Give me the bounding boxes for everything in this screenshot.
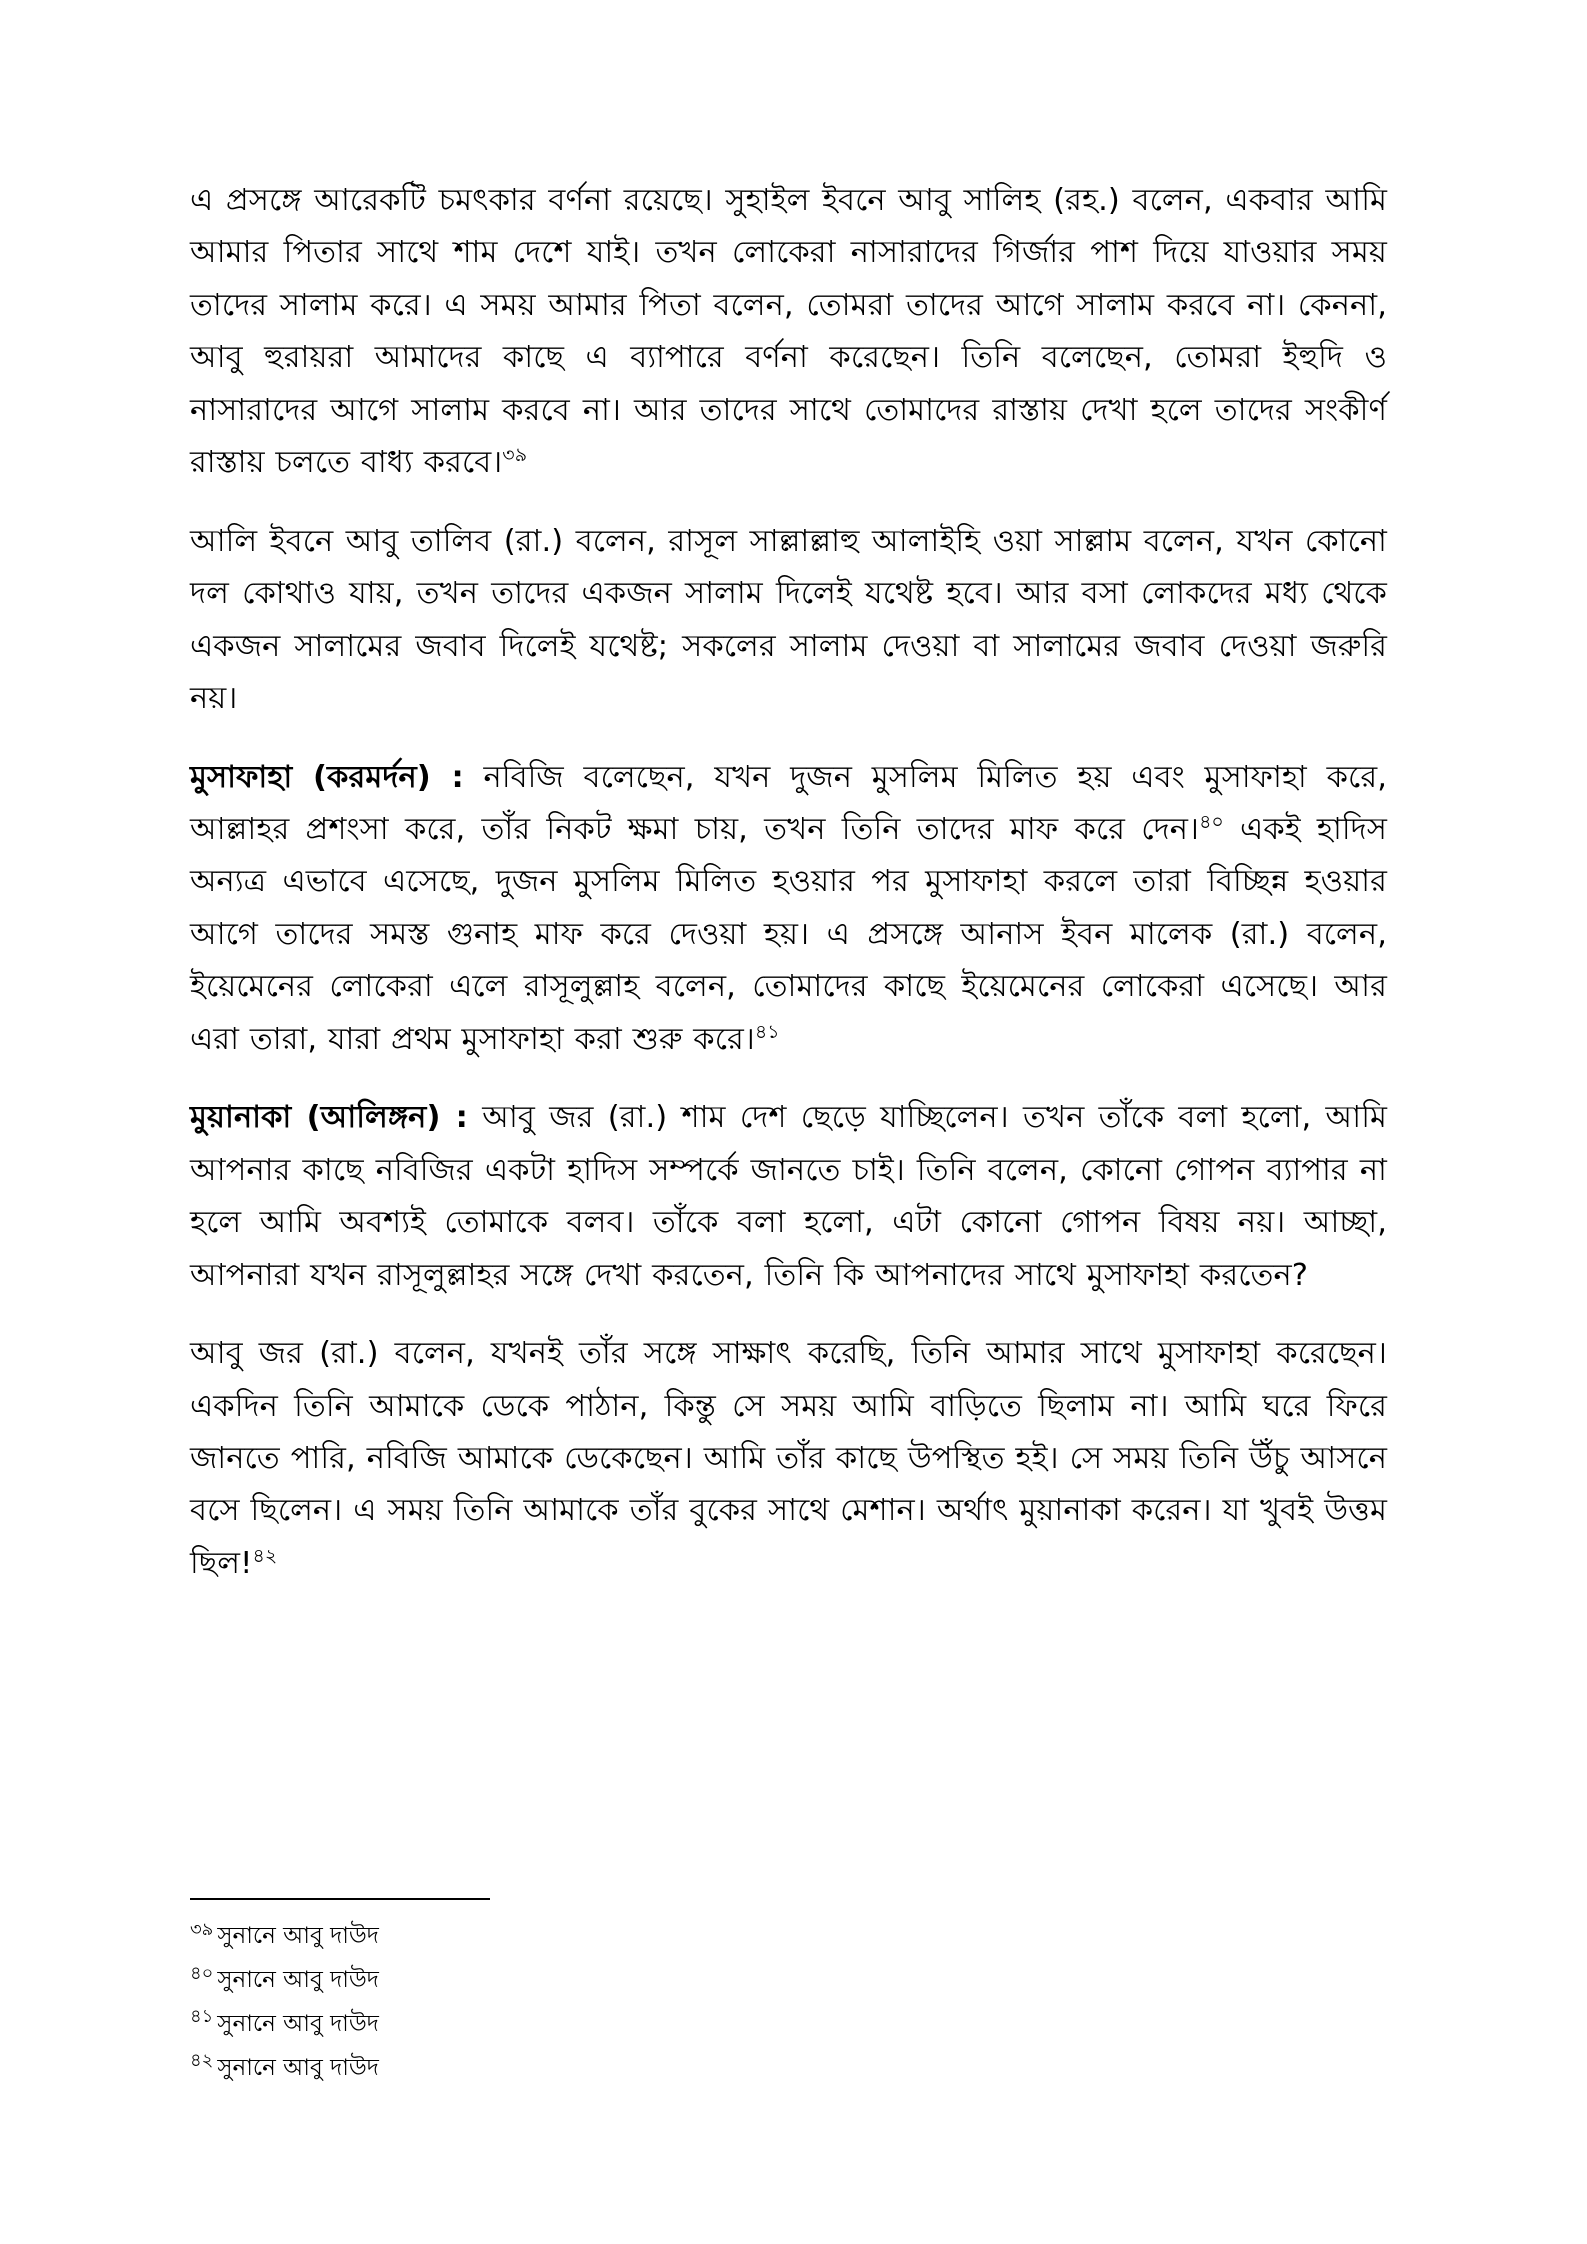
footnote-39-text: সুনানে আবু দাউদ: [217, 1923, 379, 1950]
paragraph-3-text: নবিজি বলেছেন, যখন দুজন মুসলিম মিলিত হয় এবং মুসাফাহা করে, আল্লাহর প্রশংসা করে, তাঁর নিকট ক্ষমা চায়, তখন তিনি তাদের মাফ করে দেন।: [190, 759, 1387, 847]
footnote-ref-41: ৪১: [754, 1020, 780, 1043]
paragraph-4-text: আবু জর (রা.) শাম দেশ ছেড়ে যাচ্ছিলেন। তখন তাঁকে বলা হলো, আমি আপনার কাছে নবিজির একটা হাদিস সম্পর্কে জানতে চাই। তিনি বলেন, কোনো গোপন ব্যাপার না হলে আমি অবশ্যই তোমাকে বলব। তাঁকে বলা হলো, এটা কোনো গোপন বিষয় নয়। আচ্ছা, আপনারা যখন রাসূলুল্লাহর সঙ্গে দেখা করতেন, তিনি কি আপনাদের সাথে মুসাফাহা করতেন?: [190, 1100, 1387, 1293]
paragraph-3: [190, 752, 1387, 1067]
term-muanaka: মুয়ানাকা (আলিঙ্গন) :: [190, 1100, 468, 1136]
footnote-40: [190, 1962, 1387, 2000]
footnote-41-text: সুনানে আবু দাউদ: [217, 2011, 379, 2038]
paragraph-5-text: আবু জর (রা.) বলেন, যখনই তাঁর সঙ্গে সাক্ষাৎ করেছি, তিনি আমার সাথে মুসাফাহা করেছেন। একদিন তিনি আমাকে ডেকে পাঠান, কিন্তু সে সময় আমি বাড়িতে ছিলাম না। আমি ঘরে ফিরে জানতে পারি, নবিজি আমাকে ডেকেছেন। আমি তাঁর কাছে উপস্থিত হই। সে সময় তিনি উঁচু আসনে বসে ছিলেন। এ সময় তিনি আমাকে তাঁর বুকের সাথে মেশান। অর্থাৎ মুয়ানাকা করেন। যা খুবই উত্তম ছিল!: [190, 1336, 1387, 1581]
footnote-separator: [190, 1898, 490, 1900]
footnote-ref-42: ৪২: [252, 1544, 278, 1567]
paragraph-2: [190, 516, 1387, 726]
paragraph-1: [190, 175, 1387, 490]
footnote-40-number: ৪০: [190, 1962, 214, 1984]
paragraph-4: [190, 1092, 1387, 1302]
footnote-40-text: সুনানে আবু দাউদ: [217, 1967, 379, 1994]
paragraph-2-text: আলি ইবনে আবু তালিব (রা.) বলেন, রাসূল সাল্লাল্লাহু আলাইহি ওয়া সাল্লাম বলেন, যখন কোনো দল কোথাও যায়, তখন তাদের একজন সালাম দিলেই যথেষ্ট হবে। আর বসা লোকদের মধ্য থেকে একজন সালামের জবাব দিলেই যথেষ্ট; সকলের সালাম দেওয়া বা সালামের জবাব দেওয়া জরুরি নয়।: [190, 523, 1387, 717]
footnote-42-text: সুনানে আবু দাউদ: [217, 2055, 379, 2082]
term-musafaha: মুসাফাহা (করমর্দন) :: [190, 759, 464, 795]
footnote-ref-40: ৪০: [1199, 810, 1224, 833]
paragraph-5: [190, 1328, 1387, 1590]
footnote-39: [190, 1918, 1387, 1956]
footnote-42-number: ৪২: [190, 2050, 214, 2072]
footnote-area: [190, 1898, 1387, 2094]
paragraph-3-text-after: একই হাদিস অন্যত্র এভাবে এসেছে, দুজন মুসলিম মিলিত হওয়ার পর মুসাফাহা করলে তারা বিচ্ছিন্ন হওয়ার আগে তাদের সমস্ত গুনাহ মাফ করে দেওয়া হয়। এ প্রসঙ্গে আনাস ইবন মালেক (রা.) বলেন, ইয়েমেনের লোকেরা এলে রাসূলুল্লাহ বলেন, তোমাদের কাছে ইয়েমেনের লোকেরা এসেছে। আর এরা তারা, যারা প্রথম মুসাফাহা করা শুরু করে।: [190, 811, 1387, 1057]
footnote-42: [190, 2050, 1387, 2088]
footnote-39-number: ৩৯: [190, 1918, 214, 1940]
footnote-41-number: ৪১: [190, 2006, 214, 2028]
paragraph-1-text: এ প্রসঙ্গে আরেকটি চমৎকার বর্ণনা রয়েছে। সুহাইল ইবনে আবু সালিহ (রহ.) বলেন, একবার আমি আমার পিতার সাথে শাম দেশে যাই। তখন লোকেরা নাসারাদের গির্জার পাশ দিয়ে যাওয়ার সময় তাদের সালাম করে। এ সময় আমার পিতা বলেন, তোমরা তাদের আগে সালাম করবে না। কেননা, আবু হুরায়রা আমাদের কাছে এ ব্যাপারে বর্ণনা করেছেন। তিনি বলেছেন, তোমরা ইহুদি ও নাসারাদের আগে সালাম করবে না। আর তাদের সাথে তোমাদের রাস্তায় দেখা হলে তাদের সংকীর্ণ রাস্তায় চলতে বাধ্য করবে।: [190, 183, 1387, 481]
footnote-ref-39: ৩৯: [502, 444, 528, 467]
footnote-41: [190, 2006, 1387, 2044]
